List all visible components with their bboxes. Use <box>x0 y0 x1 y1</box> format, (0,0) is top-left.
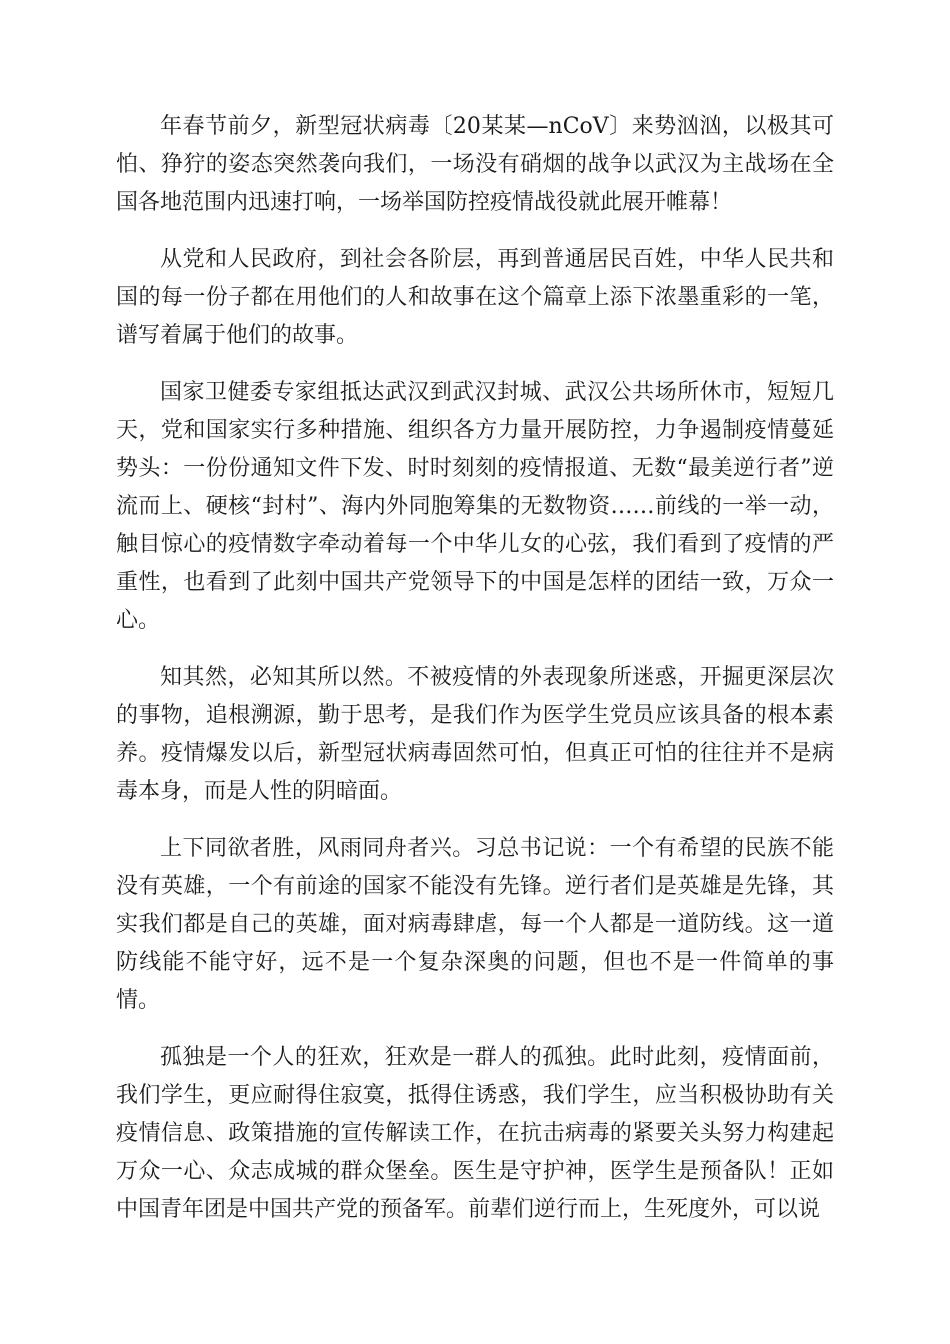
document-body <box>116 108 834 1248</box>
paragraph-1: 年春节前夕，新型冠状病毒〔20某某—nCoV〕来势汹汹，以极其可怕、狰狞的姿态突然袭向我们，一场没有硝烟的战争以武汉为主战场在全国各地范围内迅速打响，一场举国防控疫情战役就此展开帷幕！ <box>116 114 834 215</box>
paragraph-4: 知其然，必知其所以然。不被疫情的外表现象所迷惑，开掘更深层次的事物，追根溯源，勤于思考，是我们作为医学生党员应该具备的根本素养。疫情爆发以后，新型冠状病毒固然可怕，但真正可怕的往往并不是病毒本身，而是人性的阴暗面。 <box>116 665 834 804</box>
paragraph-6: 孤独是一个人的狂欢，狂欢是一群人的孤独。此时此刻，疫情面前，我们学生，更应耐得住寂寞，抵得住诱惑，我们学生，应当积极协助有关疫情信息、政策措施的宣传解读工作，在抗击病毒的紧要关头努力构建起万众一心、众志成城的群众堡垒。医生是守护神，医学生是预备队！正如中国青年团是中国共产党的预备军。前辈们逆行而上，生死度外，可以说 <box>116 1045 834 1222</box>
paragraph-5: 上下同欲者胜，风雨同舟者兴。习总书记说：一个有希望的民族不能没有英雄，一个有前途的国家不能没有先锋。逆行者们是英雄是先锋，其实我们都是自己的英雄，面对病毒肆虐，每一个人都是一道防线。这一道防线能不能守好，远不是一个复杂深奥的问题，但也不是一件简单的事情。 <box>116 836 834 1013</box>
paragraph-3: 国家卫健委专家组抵达武汉到武汉封城、武汉公共场所休市，短短几天，党和国家实行多种措施、组织各方力量开展防控，力争遏制疫情蔓延势头：一份份通知文件下发、时时刻刻的疫情报道、无数“最美逆行者”逆流而上、硬核“封村”、海内外同胞筹集的无数物资……前线的一举一动，触目惊心的疫情数字牵动着每一个中华儿女的心弦，我们看到了疫情的严重性，也看到了此刻中国共产党领导下的中国是怎样的团结一致，万众一心。 <box>116 380 834 633</box>
paragraph-2: 从党和人民政府，到社会各阶层，再到普通居民百姓，中华人民共和国的每一份子都在用他们的人和故事在这个篇章上添下浓墨重彩的一笔，谱写着属于他们的故事。 <box>116 247 834 348</box>
